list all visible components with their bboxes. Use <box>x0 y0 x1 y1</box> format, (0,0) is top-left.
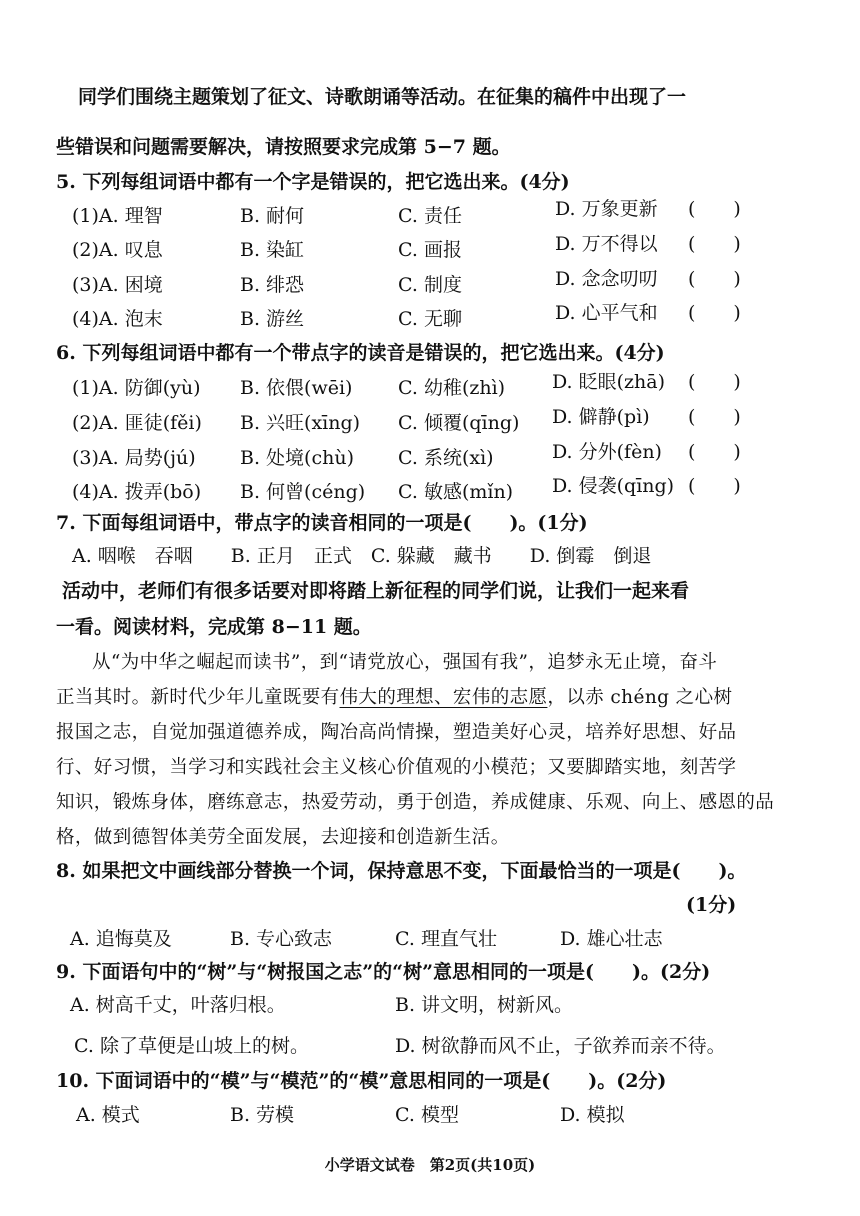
q10-option-c: C. 模型 <box>395 1104 459 1126</box>
q5-row4-d: D. 心平气和 <box>555 302 658 324</box>
q5-row2-c: C. 画报 <box>398 239 462 261</box>
passage-line-4: 行、好习惯，当学习和实践社会主义核心价值观的小模范；又要脚踏实地，刻苦学 <box>56 757 737 778</box>
q5-row4-a: (4)A. 泡末 <box>72 308 163 330</box>
intro-line-2: 些错误和问题需要解决，请按照要求完成第 5−7 题。 <box>56 136 511 158</box>
passage-line-3: 报国之志，自觉加强道德养成，陶冶高尚情操，塑造美好心灵，培养好思想、好品 <box>56 722 737 743</box>
page-footer: 小学语文试卷 第2页(共10页) <box>324 1156 536 1174</box>
q6-row1-a: (1)A. 防御(yù) <box>72 377 201 399</box>
q6-row3-b: B. 处境(chù) <box>240 447 354 469</box>
q6-row1-answer[interactable]: ( ) <box>688 371 741 393</box>
q5-row1-b: B. 耐何 <box>240 205 305 227</box>
q5-row2-b: B. 染缸 <box>240 239 305 261</box>
q6-row3-d: D. 分外(fèn) <box>552 441 662 463</box>
q6-row1-d: D. 眨眼(zhā) <box>552 371 666 393</box>
q5-row4-b: B. 游丝 <box>240 308 305 330</box>
activity-line-2: 一看。阅读材料，完成第 8−11 题。 <box>56 616 372 638</box>
q10-option-d: D. 模拟 <box>560 1104 625 1126</box>
passage-line-2-end: ，以赤 chéng 之心树 <box>547 687 733 708</box>
q5-row2-a: (2)A. 叹息 <box>72 239 163 261</box>
q6-row2-c: C. 倾覆(qīng) <box>398 412 520 434</box>
q6-row3-c: C. 系统(xì) <box>398 447 494 469</box>
q5-row2-d: D. 万不得以 <box>555 233 658 255</box>
q6-row4-d: D. 侵袭(qīng) <box>552 475 675 497</box>
q6-row2-a: (2)A. 匪徒(fěi) <box>72 412 202 434</box>
question-7-stem: 7. 下面每组词语中，带点字的读音相同的一项是( )。(1分) <box>56 512 588 534</box>
q5-row2-answer[interactable]: ( ) <box>688 233 741 255</box>
q5-row3-d: D. 念念叨叨 <box>555 268 658 290</box>
q5-row1-a: (1)A. 理智 <box>72 205 163 227</box>
question-8-score: (1分) <box>686 894 737 916</box>
q8-option-d: D. 雄心壮志 <box>560 928 663 950</box>
q6-row3-answer[interactable]: ( ) <box>688 441 741 463</box>
q5-row3-c: C. 制度 <box>398 274 462 296</box>
q6-row4-answer[interactable]: ( ) <box>688 475 741 497</box>
passage-line-5: 知识，锻炼身体，磨练意志，热爱劳动，勇于创造，养成健康、乐观、向上、感恩的品 <box>56 792 775 813</box>
q9-option-c: C. 除了草便是山坡上的树。 <box>74 1035 309 1057</box>
q8-option-b: B. 专心致志 <box>230 928 333 950</box>
question-6-stem: 6. 下列每组词语中都有一个带点字的读音是错误的，把它选出来。(4分) <box>56 342 665 364</box>
q6-row4-b: B. 何曾(céng) <box>240 481 366 503</box>
q5-row3-answer[interactable]: ( ) <box>688 268 741 290</box>
passage-line-2 <box>56 683 860 713</box>
q6-row3-a: (3)A. 局势(jú) <box>72 447 196 469</box>
q6-row2-d: D. 僻静(pì) <box>552 406 650 428</box>
q5-row3-a: (3)A. 困境 <box>72 274 163 296</box>
intro-line-1: 同学们围绕主题策划了征文、诗歌朗诵等活动。在征集的稿件中出现了一 <box>78 86 687 108</box>
q5-row3-b: B. 绯恐 <box>240 274 305 296</box>
q9-option-d: D. 树欲静而风不止，子欲养而亲不待。 <box>395 1035 726 1057</box>
passage-line-6: 格，做到德智体美劳全面发展，去迎接和创造新生活。 <box>56 827 510 848</box>
underlined-phrase: 伟大的理想、宏伟的志愿 <box>339 687 548 708</box>
q5-row4-answer[interactable]: ( ) <box>688 302 741 324</box>
q10-option-b: B. 劳模 <box>230 1104 295 1126</box>
q5-row1-d: D. 万象更新 <box>555 198 658 220</box>
q10-option-a: A. 模式 <box>76 1104 140 1126</box>
question-10-stem: 10. 下面词语中的“模”与“模范”的“模”意思相同的一项是( )。(2分) <box>56 1070 667 1092</box>
q8-option-c: C. 理直气壮 <box>395 928 497 950</box>
activity-line-1: 活动中，老师们有很多话要对即将踏上新征程的同学们说，让我们一起来看 <box>62 580 690 602</box>
q6-row2-b: B. 兴旺(xīng) <box>240 412 361 434</box>
question-7-options: A. 咽喉 吞咽 B. 正月 正式 C. 躲藏 藏书 D. 倒霉 倒退 <box>72 545 652 567</box>
q5-row4-c: C. 无聊 <box>398 308 462 330</box>
q9-option-b: B. 讲文明，树新风。 <box>395 994 574 1016</box>
q6-row1-b: B. 依偎(wēi) <box>240 377 353 399</box>
q6-row4-c: C. 敏感(mǐn) <box>398 481 514 503</box>
question-8-stem: 8. 如果把文中画线部分替换一个词，保持意思不变，下面最恰当的一项是( )。 <box>56 860 747 882</box>
question-5-stem: 5. 下列每组词语中都有一个字是错误的，把它选出来。(4分) <box>56 171 570 193</box>
q8-option-a: A. 追悔莫及 <box>70 928 172 950</box>
q5-row1-c: C. 责任 <box>398 205 462 227</box>
q5-row1-answer[interactable]: ( ) <box>688 198 741 220</box>
q6-row4-a: (4)A. 拨弄(bō) <box>72 481 202 503</box>
passage-line-2-start: 正当其时。新时代少年儿童既要有 <box>56 687 340 708</box>
question-9-stem: 9. 下面语句中的“树”与“树报国之志”的“树”意思相同的一项是( )。(2分) <box>56 961 711 983</box>
q6-row1-c: C. 幼稚(zhì) <box>398 377 506 399</box>
passage-line-1: 从“为中华之崛起而读书”，到“请党放心，强国有我”，追梦永无止境，奋斗 <box>92 652 718 673</box>
q6-row2-answer[interactable]: ( ) <box>688 406 741 428</box>
q9-option-a: A. 树高千丈，叶落归根。 <box>70 994 286 1016</box>
